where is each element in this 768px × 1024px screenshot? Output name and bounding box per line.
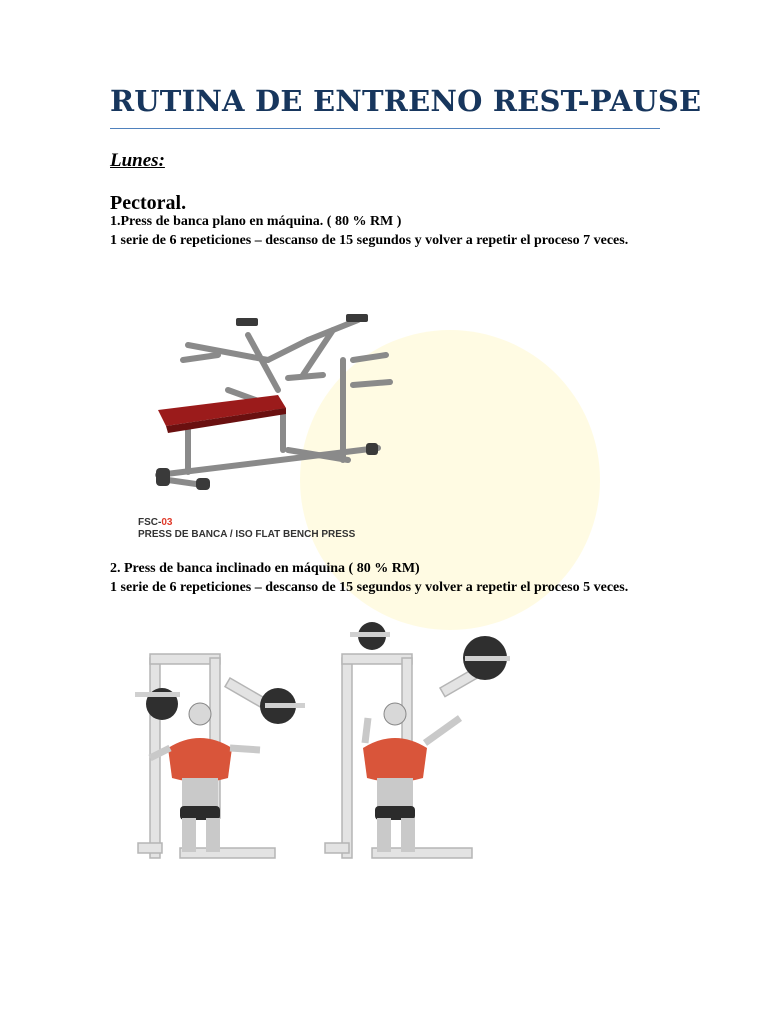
exercise-1-title: 1.Press de banca plano en máquina. ( 80 % RM ) xyxy=(110,214,402,229)
image-caption: PRESS DE BANCA / ISO FLAT BENCH PRESS xyxy=(138,529,356,540)
exercise-2-description: 1 serie de 6 repeticiones – descanso de 15 segundos y volver a repetir el proceso 5 veces. xyxy=(110,580,629,595)
incline-press-end-position xyxy=(325,622,510,858)
day-heading: Lunes: xyxy=(110,150,165,171)
incline-press-machine-image xyxy=(110,618,530,880)
incline-press-start-position xyxy=(135,654,305,858)
page-title: RUTINA DE ENTRENO REST-PAUSE xyxy=(110,84,702,118)
title-underline xyxy=(110,128,660,129)
image-code: FSC-03 xyxy=(138,517,173,528)
exercise-2-title: 2. Press de banca inclinado en máquina ( 80 % RM) xyxy=(110,561,420,576)
exercise-1-description: 1 serie de 6 repeticiones – descanso de 15 segundos y volver a repetir el proceso 7 veces. xyxy=(110,233,629,248)
section-heading: Pectoral. xyxy=(110,192,187,214)
flat-bench-press-machine-image xyxy=(128,300,408,545)
